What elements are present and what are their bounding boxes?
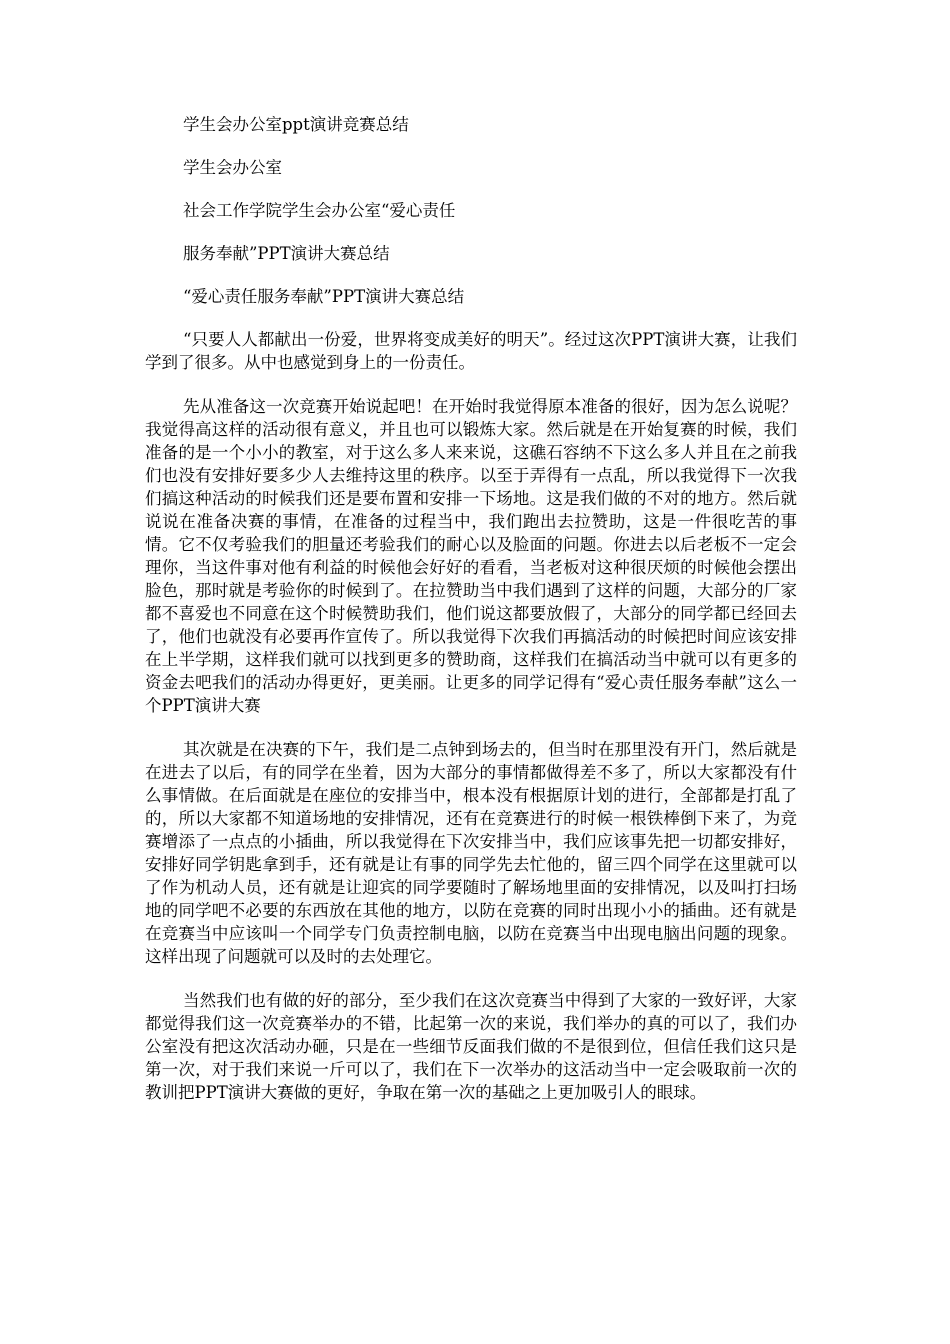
department-heading: 学生会办公室 bbox=[183, 158, 282, 177]
document-body bbox=[145, 113, 797, 1104]
paragraph-preparation: 先从准备这一次竞赛开始说起吧！在开始时我觉得原本准备的很好，因为怎么说呢？我觉得高这样的活动很有意义，并且也可以锻炼大家。然后就是在开始复赛的时候，我们准备的是一个小小的教室，对于这么多人来来说，这礁石容纳不下这么多人并且在之前我们也没有安排好要多少人去维持这里的秩序。以至于弄得有一点乱，所以我觉得下一次我们搞这种活动的时候我们还是要布置和安排一下场地。这是我们做的不对的地方。然后就说说在准备决赛的事情，在准备的过程当中，我们跑出去拉赞助，这是一件很吃苦的事情。它不仅考验我们的胆量还考验我们的耐心以及脸面的问题。你进去以后老板不一定会理你，当这件事对他有利益的时候他会好好的看看，当老板对这种很厌烦的时候他会摆出脸色，那时就是考验你的时候到了。在拉赞助当中我们遇到了这样的问题，大部分的厂家都不喜爱也不同意在这个时候赞助我们，他们说这都要放假了，大部分的同学都已经回去了，他们也就没有必要再作宣传了。所以我觉得下次我们再搞活动的时候把时间应该安排在上半学期，这样我们就可以找到更多的赞助商，这样我们在搞活动当中就可以有更多的资金去吧我们的活动办得更好，更美丽。让更多的同学记得有“爱心责任服务奉献”这么一个PPT演讲大赛 bbox=[145, 397, 797, 715]
heading-block bbox=[145, 113, 797, 308]
subtitle-line-1: 社会工作学院学生会办公室“爱心责任 bbox=[183, 201, 456, 220]
paragraph-achievements: 当然我们也有做的好的部分，至少我们在这次竞赛当中得到了大家的一致好评，大家都觉得我们这一次竞赛举办的不错，比起第一次的来说，我们举办的真的可以了，我们办公室没有把这次活动办砸，只是在一些细节反面我们做的不是很到位，但信任我们这只是第一次，对于我们来说一斤可以了，我们在下一次举办的这活动当中一定会吸取前一次的教训把PPT演讲大赛做的更好，争取在第一次的基础之上更加吸引人的眼球。 bbox=[145, 991, 797, 1102]
document-title: 学生会办公室ppt演讲竞赛总结 bbox=[183, 115, 409, 134]
paragraph-final-day: 其次就是在决赛的下午，我们是二点钟到场去的，但当时在那里没有开门，然后就是在进去了以后，有的同学在坐着，因为大部分的事情都做得差不多了，所以大家都没有什么事情做。在后面就是在座位的安排当中，根本没有根据原计划的进行，全部都是打乱了的，所以大家都不知道场地的安排情况，还有在竞赛进行的时候一根铁棒倒下来了，为竞赛增添了一点点的小插曲，所以我觉得在下次安排当中，我们应该事先把一切都安排好，安排好同学钥匙拿到手，还有就是让有事的同学先去忙他的，留三四个同学在这里就可以了作为机动人员，还有就是让迎宾的同学要随时了解场地里面的安排情况，以及叫打扫场地的同学吧不必要的东西放在其他的地方，以防在竞赛的同时出现小小的插曲。还有就是在竞赛当中应该叫一个同学专门负责控制电脑，以防在竞赛当中出现电脑出问题的现象。这样出现了问题就可以及时的去处理它。 bbox=[145, 740, 797, 966]
subtitle-line-2: 服务奉献”PPT演讲大赛总结 bbox=[183, 244, 390, 263]
paragraph-intro: “只要人人都献出一份爱，世界将变成美好的明天”。经过这次PPT演讲大赛，让我们学到了很多。从中也感觉到身上的一份责任。 bbox=[145, 330, 797, 372]
summary-heading: “爱心责任服务奉献”PPT演讲大赛总结 bbox=[183, 287, 465, 306]
